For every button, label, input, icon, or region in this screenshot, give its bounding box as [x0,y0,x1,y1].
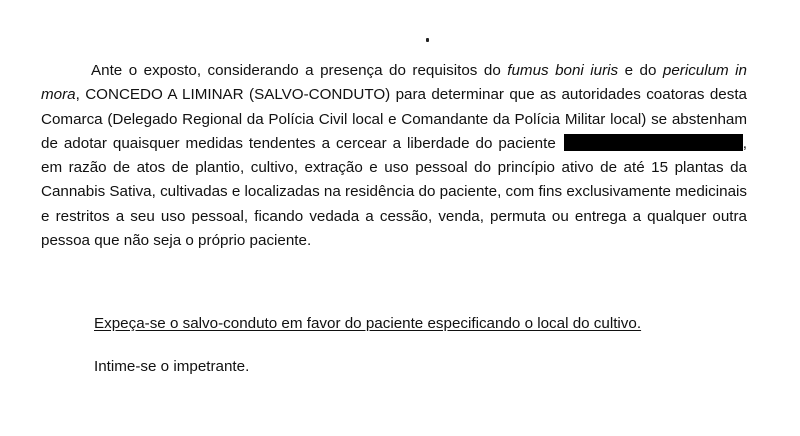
stray-mark [426,38,429,42]
salvo-conduto-order: Expeça-se o salvo-conduto em favor do paciente especificando o local do cultivo. [94,315,642,332]
fumus-boni-iuris-term: fumus boni iuris [507,62,619,79]
periculum-in-mora-term: periculum in mora [41,62,748,104]
decision-text-connector: e do [618,62,663,79]
redacted-patient-name [564,134,743,151]
decision-text-order: , CONCEDO A LIMINAR (SALVO-CONDUTO) para determinar que as autoridades coatoras desta Comarca (Delegado Regional da Polícia Civil local e Comandante da Polícia Militar local) se abstenham de adotar quaisquer medidas tendentes a cercear a liberdade do paciente [41,86,747,152]
notification-line: Intime-se o impetrante. [94,358,250,375]
decision-paragraph [41,59,747,253]
decision-text-start: Ante o exposto, considerando a presença do requisitos do [91,62,508,79]
decision-text-end: , em razão de atos de plantio, cultivo, extração e uso pessoal do princípio ativo de até 15 plantas da Cannabis Sativa, cultivadas e localizadas na residência do paciente, com fins exclusivamente medicinais e restritos a seu uso pessoal, ficando vedada a cessão, venda, permuta ou entrega a qualquer outra pessoa que não seja o próprio paciente. [41,134,747,250]
